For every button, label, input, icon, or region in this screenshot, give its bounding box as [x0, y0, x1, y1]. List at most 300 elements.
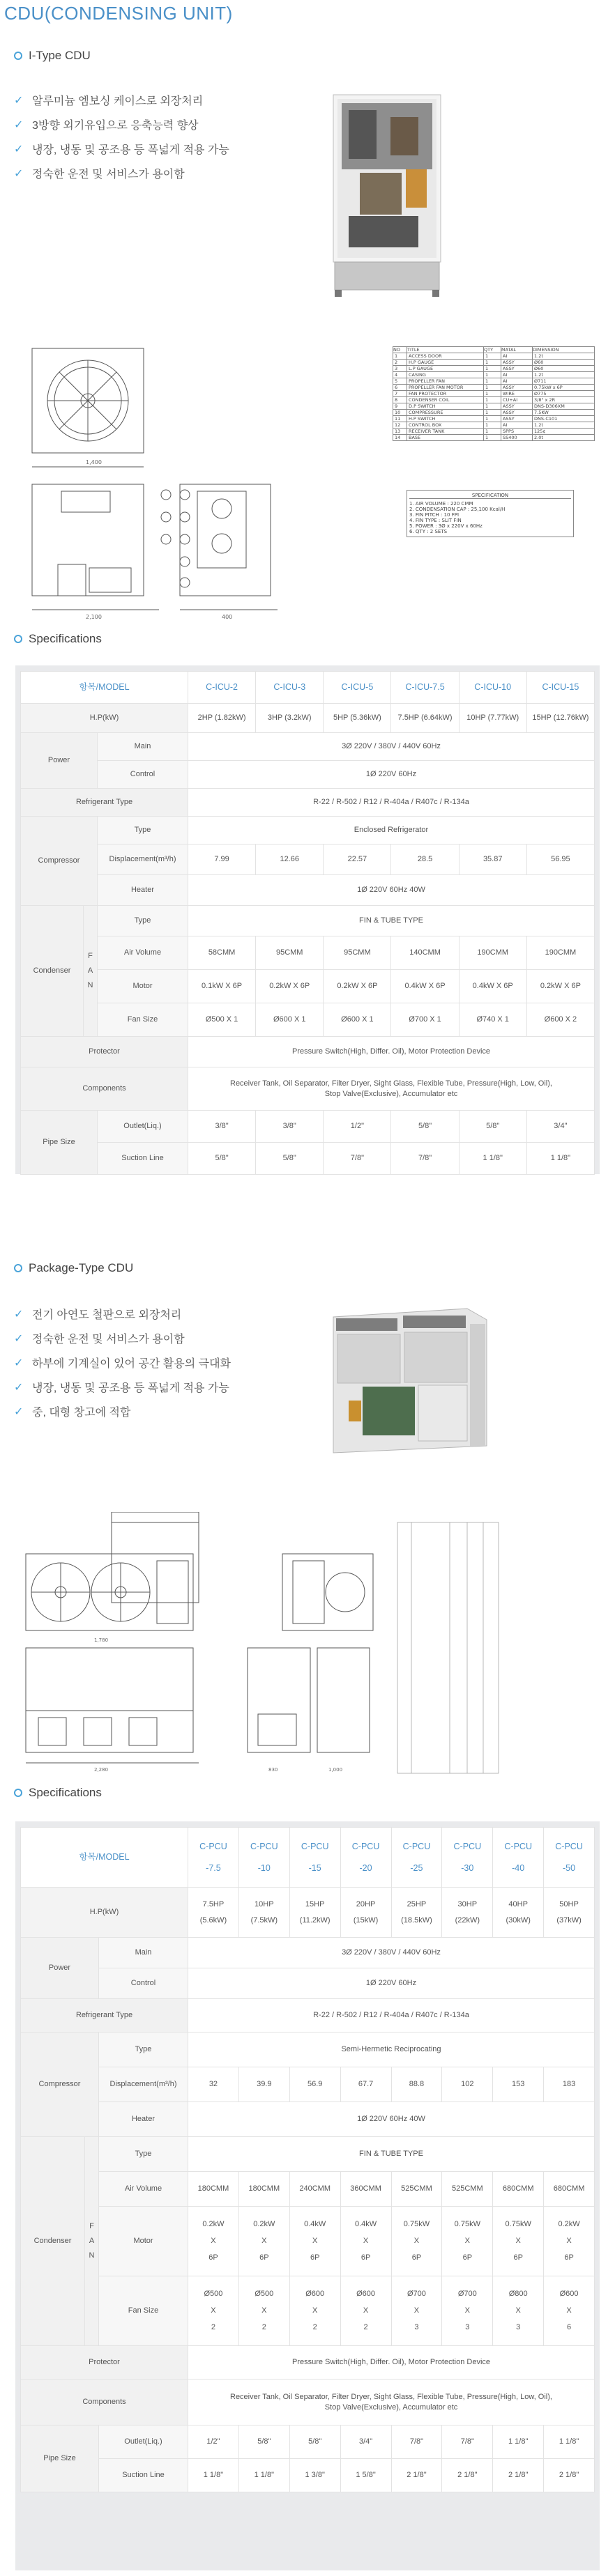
heater-value: 1Ø 220V 60Hz 40W: [188, 875, 595, 906]
hp-value: [340, 1888, 391, 1938]
hp-line: 15HP: [305, 1899, 325, 1908]
parts-table-row: [393, 416, 595, 422]
motor-x: X: [515, 2237, 521, 2246]
model-header: [188, 1828, 239, 1888]
parts-table-cell: L.P GAUGE: [407, 366, 484, 372]
check-icon: ✓: [14, 167, 24, 180]
feature-item: [14, 112, 229, 137]
check-icon: ✓: [14, 1308, 24, 1320]
comp-type-value: Enclosed Refrigerator: [188, 817, 595, 844]
page-title: CDU(CONDENSING UNIT): [4, 3, 233, 24]
power-label: Power: [21, 1938, 99, 1999]
spec-row-protector: [21, 1037, 595, 1067]
parts-table-cell: DNS-D306XM: [533, 403, 595, 410]
protector-label: Protector: [21, 2346, 188, 2380]
motor-value: [238, 2207, 289, 2276]
parts-table-cell: WIRE: [501, 391, 533, 397]
model-header: [391, 1828, 442, 1888]
main-label: Main: [98, 733, 188, 761]
itype-heading-text: I-Type CDU: [29, 49, 91, 62]
fan-x: X: [312, 2306, 318, 2315]
control-label: Control: [98, 761, 188, 789]
feature-item: [14, 1302, 231, 1326]
bullet-circle-icon: [14, 1789, 22, 1797]
model-name: C-PCU: [453, 1841, 482, 1851]
parts-table-cell: 1: [484, 353, 501, 360]
model-header: C-ICU-15: [526, 672, 594, 704]
parts-table-body: [393, 353, 595, 441]
control-label: Control: [99, 1968, 188, 1999]
parts-table-cell: 1: [484, 403, 501, 410]
parts-table-cell: 7: [393, 391, 407, 397]
itype-product-photo: [321, 89, 453, 298]
fan-diameter: Ø600: [305, 2290, 325, 2299]
suction-value: 7/8": [391, 1143, 459, 1175]
parts-table-cell: 1.2t: [533, 422, 595, 429]
motor-value: [391, 2207, 442, 2276]
parts-table-cell: AI: [501, 422, 533, 429]
fansize-value: [391, 2276, 442, 2346]
heater-value: 1Ø 220V 60Hz 40W: [188, 2102, 595, 2137]
components-line: Stop Valve(Exclusive), Accumulator etc: [324, 2403, 458, 2412]
spec-row-refrigerant: [21, 1999, 595, 2033]
svg-text:1,000: 1,000: [328, 1767, 343, 1773]
airvol-value: 190CMM: [459, 936, 526, 970]
fansize-label: Fan Size: [98, 1003, 188, 1037]
fan-diameter: Ø600: [559, 2290, 579, 2299]
hp-value: [391, 1888, 442, 1938]
parts-table-row: [393, 422, 595, 429]
model-name: C-PCU: [199, 1841, 227, 1851]
feature-text: 알루미늄 엠보싱 케이스로 외장처리: [32, 95, 204, 107]
svg-text:400: 400: [222, 614, 233, 620]
hp-value: [442, 1888, 493, 1938]
parts-table-cell: Ø711: [533, 378, 595, 385]
parts-table-cell: 3/8" x 2R: [533, 397, 595, 403]
suction-value: 2 1/8": [442, 2459, 493, 2492]
spec-box-line: 3. FIN PITCH : 10 FPI: [409, 512, 460, 518]
components-line: Stop Valve(Exclusive), Accumulator etc: [324, 1089, 458, 1098]
parts-table-cell: 1: [484, 391, 501, 397]
airvol-label: Air Volume: [98, 936, 188, 970]
parts-table-cell: ACCESS DOOR: [407, 353, 484, 360]
fan-count: 2: [312, 2322, 317, 2331]
itype-technical-drawing: [20, 334, 375, 627]
model-suffix: -30: [461, 1862, 474, 1873]
parts-table-row: [393, 378, 595, 385]
motor-kw: 0.75kW: [505, 2220, 531, 2229]
spec-row-comp-type: [21, 2033, 595, 2067]
parts-table-cell: 1: [484, 410, 501, 416]
spec-row-main: [21, 1938, 595, 1968]
model-header: C-ICU-2: [188, 672, 256, 704]
hp-label: H.P(kW): [21, 704, 188, 733]
motor-x: X: [413, 2237, 420, 2246]
parts-col-header: TITLE: [407, 347, 484, 353]
control-value: 1Ø 220V 60Hz: [188, 1968, 595, 1999]
package-spec-table: [20, 1827, 595, 2492]
spec-row-comp-type: [21, 817, 595, 844]
fan-count: 2: [363, 2322, 368, 2331]
spec-row-suction: [21, 2459, 595, 2492]
suction-value: 1 1/8": [238, 2459, 289, 2492]
fan-diameter: Ø700: [407, 2290, 426, 2299]
hp-line: (7.5kW): [250, 1915, 278, 1925]
model-header: [442, 1828, 493, 1888]
feature-item: [14, 1326, 231, 1350]
spec-row-refrigerant: [21, 789, 595, 817]
package-feature-list: [14, 1302, 231, 1424]
airvol-value: 180CMM: [188, 2172, 239, 2207]
parts-table-cell: CU+AI: [501, 397, 533, 403]
model-suffix: -50: [563, 1862, 576, 1873]
parts-table-cell: D.P SWITCH: [407, 403, 484, 410]
suction-value: 1 1/8": [526, 1143, 594, 1175]
motor-value: [188, 2207, 239, 2276]
suction-value: 1 5/8": [340, 2459, 391, 2492]
hp-value: [289, 1888, 340, 1938]
fansize-value: Ø600 X 2: [526, 1003, 594, 1037]
hp-line: 40HP: [508, 1899, 528, 1908]
protector-label: Protector: [21, 1037, 188, 1067]
spec-header-row: [21, 1828, 595, 1888]
fansize-value: Ø600 X 1: [256, 1003, 324, 1037]
spec-row-airvol: [21, 2172, 595, 2207]
parts-table-cell: ASSY: [501, 403, 533, 410]
suction-value: 1 1/8": [459, 1143, 526, 1175]
parts-table-cell: 12: [393, 422, 407, 429]
components-value: [188, 2380, 595, 2425]
fan-count: 2: [261, 2322, 266, 2331]
hp-value: 3HP (3.2kW): [256, 704, 324, 733]
parts-table-cell: 5: [393, 378, 407, 385]
displacement-value: 35.87: [459, 844, 526, 875]
outlet-value: 1/2": [188, 2425, 239, 2459]
motor-value: 0.2kW X 6P: [526, 970, 594, 1003]
motor-value: [544, 2207, 595, 2276]
feature-text: 전기 아연도 철판으로 외장처리: [32, 1309, 182, 1321]
motor-x: X: [211, 2237, 216, 2246]
hp-line: (11.2kW): [299, 1915, 331, 1925]
condenser-label: Condenser: [21, 2137, 85, 2346]
condenser-label: Condenser: [21, 906, 84, 1037]
spec-box-title: SPECIFICATION: [409, 493, 571, 499]
itype-spec-heading-text: Specifications: [29, 632, 102, 645]
airvol-value: 240CMM: [289, 2172, 340, 2207]
parts-table-cell: H.P GAUGE: [407, 360, 484, 366]
fan-letter: F: [88, 952, 93, 961]
fan-x: X: [363, 2306, 369, 2315]
svg-text:1,400: 1,400: [86, 459, 102, 465]
airvol-value: 95CMM: [324, 936, 391, 970]
parts-table-cell: AI: [501, 353, 533, 360]
outlet-value: 1 1/8": [493, 2425, 544, 2459]
outlet-value: 5/8": [391, 1111, 459, 1143]
displacement-value: 32: [188, 2067, 239, 2102]
fansize-value: [340, 2276, 391, 2346]
feature-text: 중, 대형 창고에 적합: [32, 1407, 131, 1419]
refrigerant-label: Refrigerant Type: [21, 789, 188, 817]
parts-table-cell: ASSY: [501, 410, 533, 416]
model-suffix: -15: [308, 1862, 321, 1873]
outlet-value: 1/2": [324, 1111, 391, 1143]
model-name: C-PCU: [555, 1841, 583, 1851]
feature-item: [14, 88, 229, 112]
model-header: [238, 1828, 289, 1888]
main-label: Main: [99, 1938, 188, 1968]
fan-count: 2: [211, 2322, 215, 2331]
model-suffix: -10: [257, 1862, 271, 1873]
displacement-value: 7.99: [188, 844, 256, 875]
hp-line: 7.5HP: [202, 1899, 225, 1908]
hp-line: (30kW): [506, 1915, 531, 1925]
motor-value: 0.4kW X 6P: [459, 970, 526, 1003]
fansize-value: Ø700 X 1: [391, 1003, 459, 1037]
fan-count: 3: [465, 2322, 470, 2331]
hp-value: 15HP (12.76kW): [526, 704, 594, 733]
check-icon: ✓: [14, 1357, 24, 1369]
spec-row-hp: [21, 1888, 595, 1938]
type-label: Type: [98, 817, 188, 844]
outlet-value: 3/8": [256, 1111, 324, 1143]
spec-box-line: 6. QTY : 2 SETS: [409, 529, 448, 534]
package-technical-drawing: [17, 1512, 607, 1777]
fan-diameter: Ø500: [204, 2290, 223, 2299]
fan-letter: F: [89, 2222, 94, 2231]
package-spec-heading-text: Specifications: [29, 1786, 102, 1799]
motor-kw: 0.2kW: [202, 2220, 225, 2229]
spec-row-main: [21, 733, 595, 761]
motor-x: X: [464, 2237, 470, 2246]
fan-count: 3: [516, 2322, 521, 2331]
suction-value: 5/8": [188, 1143, 256, 1175]
main-value: 3Ø 220V / 380V / 440V 60Hz: [188, 733, 595, 761]
hp-value: [238, 1888, 289, 1938]
main-value: 3Ø 220V / 380V / 440V 60Hz: [188, 1938, 595, 1968]
parts-table-cell: SS400: [501, 435, 533, 441]
fansize-value: Ø500 X 1: [188, 1003, 256, 1037]
displacement-value: 183: [544, 2067, 595, 2102]
parts-table-cell: 0.75kW x 6P: [533, 385, 595, 391]
cond-type-value: FIN & TUBE TYPE: [188, 2137, 595, 2172]
outlet-value: 3/4": [526, 1111, 594, 1143]
parts-table-cell: 11: [393, 416, 407, 422]
hp-line: (37kW): [556, 1915, 582, 1925]
svg-text:2,280: 2,280: [94, 1767, 109, 1773]
parts-table-cell: H.P SWITCH: [407, 416, 484, 422]
parts-table-row: [393, 385, 595, 391]
parts-table-cell: 6: [393, 385, 407, 391]
airvol-value: 58CMM: [188, 936, 256, 970]
feature-item: [14, 1375, 231, 1399]
model-name: C-PCU: [301, 1841, 329, 1851]
model-header: C-ICU-3: [256, 672, 324, 704]
motor-kw: 0.75kW: [403, 2220, 430, 2229]
motor-value: [340, 2207, 391, 2276]
airvol-value: 680CMM: [493, 2172, 544, 2207]
outlet-label: Outlet(Liq.): [98, 1111, 188, 1143]
parts-table-cell: 14: [393, 435, 407, 441]
suction-value: 2 1/8": [544, 2459, 595, 2492]
parts-table-cell: SPPS: [501, 429, 533, 435]
outlet-value: 5/8": [289, 2425, 340, 2459]
parts-table-cell: 1: [484, 378, 501, 385]
displacement-value: 67.7: [340, 2067, 391, 2102]
spec-row-displacement: [21, 2067, 595, 2102]
parts-table-cell: ASSY: [501, 366, 533, 372]
outlet-value: 5/8": [238, 2425, 289, 2459]
hp-line: 10HP: [255, 1899, 274, 1908]
feature-item: [14, 161, 229, 185]
model-header: [544, 1828, 595, 1888]
power-label: Power: [21, 733, 98, 789]
motor-p: 6P: [310, 2253, 320, 2262]
spec-box-line: 4. FIN TYPE : SLIT FIN: [409, 518, 462, 523]
package-product-photo: [328, 1303, 492, 1463]
spec-row-heater: [21, 2102, 595, 2137]
displacement-value: 56.9: [289, 2067, 340, 2102]
components-label: Components: [21, 2380, 188, 2425]
motor-value: 0.1kW X 6P: [188, 970, 256, 1003]
outlet-value: 7/8": [391, 2425, 442, 2459]
motor-p: 6P: [564, 2253, 574, 2262]
parts-table-cell: 1: [484, 372, 501, 378]
motor-value: 0.2kW X 6P: [324, 970, 391, 1003]
model-name: C-PCU: [351, 1841, 380, 1851]
parts-table-cell: ASSY: [501, 416, 533, 422]
motor-x: X: [363, 2237, 369, 2246]
refrigerant-label: Refrigerant Type: [21, 1999, 188, 2033]
parts-table-cell: 1: [484, 429, 501, 435]
motor-label: Motor: [98, 970, 188, 1003]
outlet-value: 7/8": [442, 2425, 493, 2459]
fansize-value: [188, 2276, 239, 2346]
parts-table-cell: CONDENSER COIL: [407, 397, 484, 403]
fan-diameter: Ø700: [457, 2290, 477, 2299]
fan-x: X: [261, 2306, 267, 2315]
motor-p: 6P: [360, 2253, 371, 2262]
hp-label: H.P(kW): [21, 1888, 188, 1938]
fansize-value: Ø600 X 1: [324, 1003, 391, 1037]
heater-label: Heater: [99, 2102, 188, 2137]
spec-row-control: [21, 761, 595, 789]
fan-x: X: [464, 2306, 470, 2315]
fan-diameter: Ø800: [508, 2290, 528, 2299]
displacement-value: 28.5: [391, 844, 459, 875]
parts-col-header: QTY: [484, 347, 501, 353]
protector-value: Pressure Switch(High, Differ. Oil), Motor Protection Device: [188, 1037, 595, 1067]
fan-letter: A: [89, 2237, 95, 2246]
parts-table-cell: 1: [484, 385, 501, 391]
model-header: [493, 1828, 544, 1888]
spec-row-protector: [21, 2346, 595, 2380]
motor-value: [289, 2207, 340, 2276]
parts-table-row: [393, 429, 595, 435]
displacement-value: 153: [493, 2067, 544, 2102]
check-icon: ✓: [14, 118, 24, 131]
parts-col-header: MATAL: [501, 347, 533, 353]
model-header: C-ICU-7.5: [391, 672, 459, 704]
spec-row-displacement: [21, 844, 595, 875]
parts-table-cell: Ø775: [533, 391, 595, 397]
motor-p: 6P: [411, 2253, 422, 2262]
suction-value: 2 1/8": [391, 2459, 442, 2492]
spec-box-line: 1. AIR VOLUME : 220 CMM: [409, 501, 473, 507]
itype-spec-table: [20, 671, 595, 1175]
comp-type-value: Semi-Hermetic Reciprocating: [188, 2033, 595, 2067]
hp-line: (15kW): [353, 1915, 379, 1925]
parts-table-cell: FAN PROTECTOR: [407, 391, 484, 397]
hp-line: (22kW): [455, 1915, 480, 1925]
outlet-value: 1 1/8": [544, 2425, 595, 2459]
parts-table-cell: BASE: [407, 435, 484, 441]
parts-table-cell: AI: [501, 378, 533, 385]
hp-value: 2HP (1.82kW): [188, 704, 256, 733]
displacement-value: 39.9: [238, 2067, 289, 2102]
protector-value: Pressure Switch(High, Differ. Oil), Motor Protection Device: [188, 2346, 595, 2380]
parts-table-row: [393, 353, 595, 360]
airvol-value: 525CMM: [391, 2172, 442, 2207]
feature-text: 정숙한 운전 및 서비스가 용이함: [32, 169, 185, 180]
spec-header-row: [21, 672, 595, 704]
parts-table-row: [393, 360, 595, 366]
feature-text: 냉장, 냉동 및 공조용 등 폭넓게 적용 가능: [32, 1382, 229, 1394]
airvol-value: 360CMM: [340, 2172, 391, 2207]
spec-row-outlet: [21, 2425, 595, 2459]
motor-x: X: [261, 2237, 267, 2246]
parts-table-cell: 3: [393, 366, 407, 372]
components-label: Components: [21, 1067, 188, 1111]
hp-line: (5.6kW): [199, 1915, 227, 1925]
suction-value: 5/8": [256, 1143, 324, 1175]
hp-line: 50HP: [559, 1899, 579, 1908]
hp-value: [493, 1888, 544, 1938]
svg-text:1,780: 1,780: [94, 1637, 109, 1643]
parts-table-cell: 4: [393, 372, 407, 378]
motor-kw: 0.4kW: [354, 2220, 377, 2229]
parts-table-cell: 2: [393, 360, 407, 366]
parts-table-cell: ASSY: [501, 385, 533, 391]
suction-value: 1 3/8": [289, 2459, 340, 2492]
motor-p: 6P: [513, 2253, 523, 2262]
bullet-circle-icon: [14, 52, 22, 60]
suction-value: 1 1/8": [188, 2459, 239, 2492]
parts-table-row: [393, 372, 595, 378]
fan-x: X: [566, 2306, 572, 2315]
check-icon: ✓: [14, 94, 24, 107]
fansize-value: [493, 2276, 544, 2346]
fansize-value: [544, 2276, 595, 2346]
hp-line: 30HP: [457, 1899, 478, 1908]
parts-table-cell: 8: [393, 397, 407, 403]
spec-row-fansize: [21, 2276, 595, 2346]
pipe-label: Pipe Size: [21, 1111, 98, 1175]
check-icon: ✓: [14, 143, 24, 155]
package-heading: [14, 1261, 133, 1275]
fansize-label: Fan Size: [99, 2276, 188, 2346]
bullet-circle-icon: [14, 635, 22, 643]
model-header: C-ICU-10: [459, 672, 526, 704]
spec-row-hp: [21, 704, 595, 733]
model-header: [340, 1828, 391, 1888]
displacement-value: 88.8: [391, 2067, 442, 2102]
parts-table-cell: PROPELLER FAN: [407, 378, 484, 385]
airvol-value: 140CMM: [391, 936, 459, 970]
parts-table-cell: PROPELLER FAN MOTOR: [407, 385, 484, 391]
parts-table-cell: 125¢: [533, 429, 595, 435]
suction-value: 2 1/8": [493, 2459, 544, 2492]
parts-col-header: NO: [393, 347, 407, 353]
